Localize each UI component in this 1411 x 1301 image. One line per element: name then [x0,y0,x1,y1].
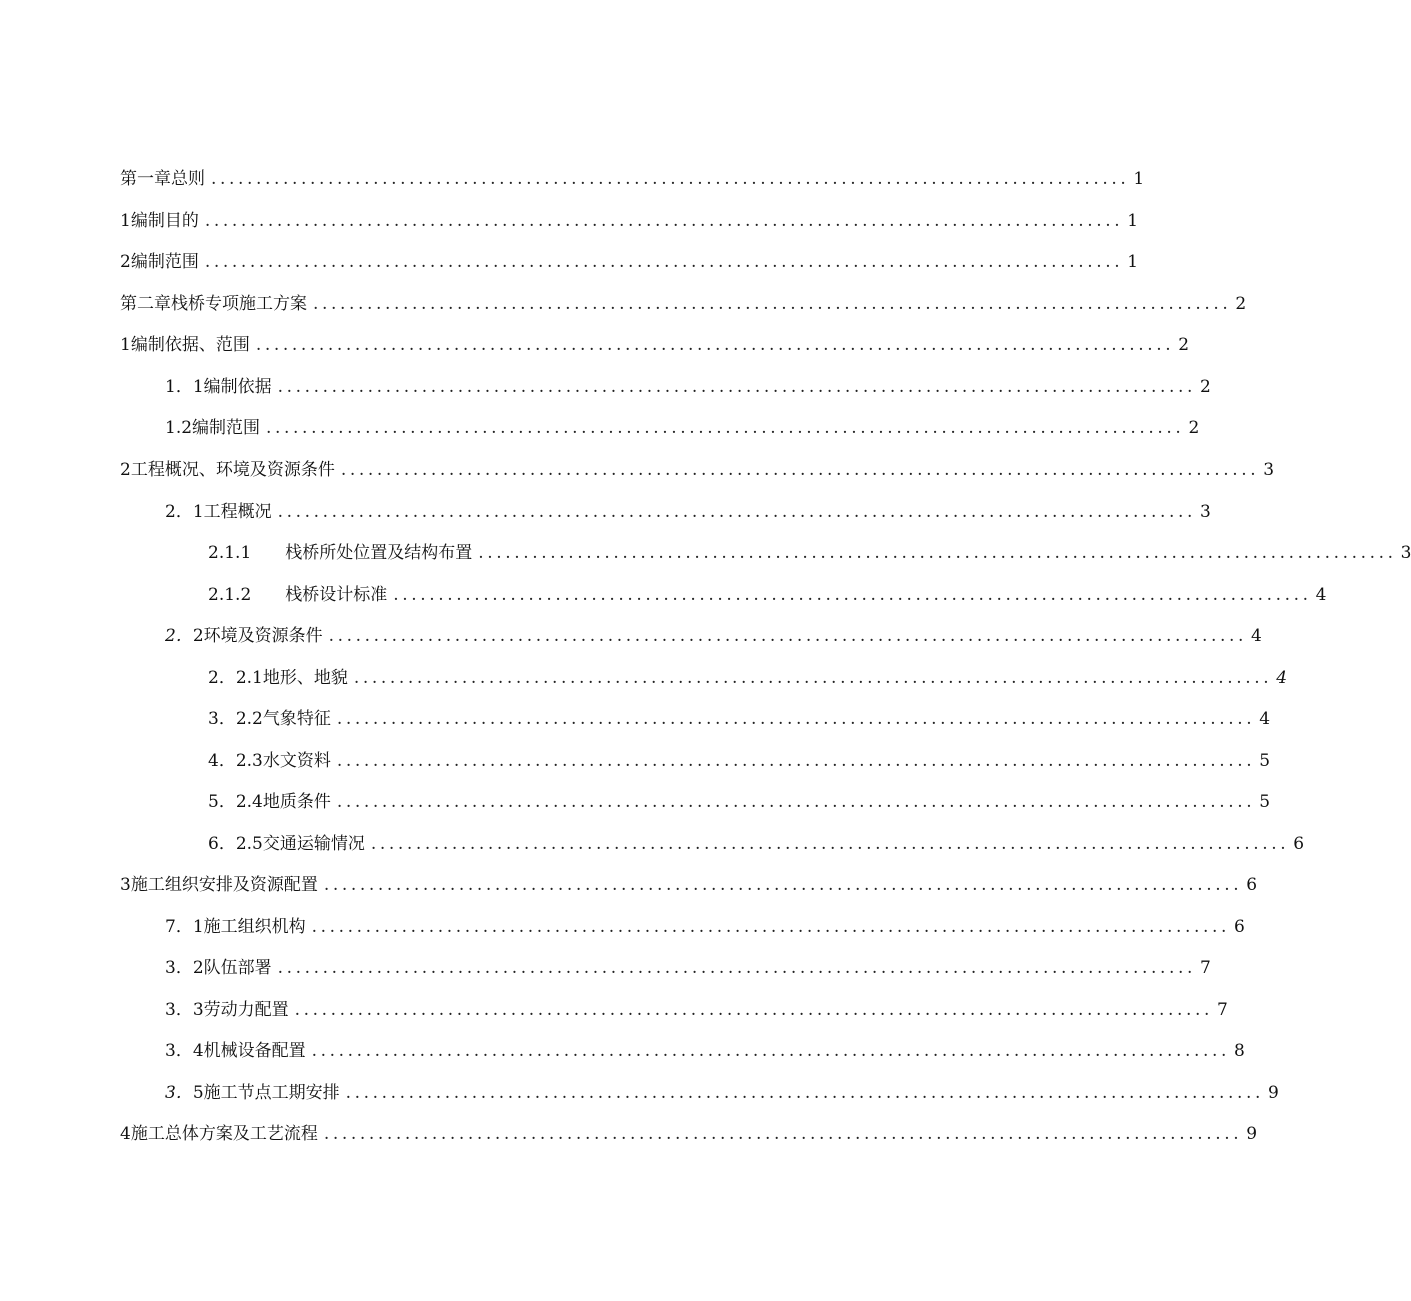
toc-entry-basis[interactable] [165,369,1211,397]
toc-entry-page: 4 [1315,585,1327,605]
toc-entry-title: 4施工总体方案及工艺流程 [120,1124,318,1144]
toc-entry-title: 6．2.5交通运输情况 [208,834,365,854]
toc-entry-environment-resources[interactable] [165,618,1262,646]
toc-entry-title: 7．1施工组织机构 [165,917,306,937]
toc-leader-dots: ...................................................................................................... [393,585,1312,605]
toc-entry-scope[interactable] [165,410,1200,438]
toc-leader-dots: ...................................................................................................... [336,709,1256,729]
toc-entry-machinery-allocation[interactable] [165,1033,1245,1061]
toc-leader-dots: ...................................................................................................... [204,252,1124,272]
toc-entry-page: 1 [1127,252,1139,272]
toc-leader-dots: ...................................................................................................... [323,875,1243,895]
toc-leader-dots: ...................................................................................................... [277,958,1197,978]
toc-entry-title: 2工程概况、环境及资源条件 [120,460,335,480]
toc-entry-title-rest: 5施工节点工期安排 [192,1083,340,1103]
toc-entry-title: 3．2.2气象特征 [208,709,331,729]
toc-entry-labor-allocation[interactable] [165,992,1228,1020]
toc-entry-page: 3 [1400,543,1411,563]
toc-leader-dots: ...................................................................................................... [266,418,1185,438]
toc-leader-dots: ...................................................................................................... [277,377,1197,397]
toc-leader-dots: ...................................................................................................... [311,917,1231,937]
toc-entry-title: 1编制依据、范围 [120,335,250,355]
toc-leader-dots: ...................................................................................................... [328,626,1248,646]
toc-entry-hydrology[interactable] [208,743,1271,771]
toc-entry-page: 8 [1234,1041,1245,1061]
toc-entry-page: 9 [1246,1124,1258,1144]
toc-entry-page: 1 [1127,211,1139,231]
toc-entry-title-rest: 2环境及资源条件 [192,626,323,646]
toc-entry-page: 1 [1133,169,1145,189]
toc-entry-page: 2 [1200,377,1211,397]
toc-entry-construction-organization[interactable] [165,909,1245,937]
toc-entry-page: 3 [1200,502,1211,522]
toc-entry-title: 4．2.3水文资料 [208,751,331,771]
toc-entry-title-prefix: 3． [165,1083,193,1103]
toc-entry-title: 第一章总则 [120,169,205,189]
toc-leader-dots: ...................................................................................................... [204,211,1124,231]
toc-entry-page: 6 [1293,834,1305,854]
toc-entry-title-prefix: 2． [165,626,193,646]
toc-entry-page: 2 [1178,335,1190,355]
toc-entry-chapter-2[interactable] [120,286,1247,314]
toc-leader-dots: ...................................................................................................... [255,335,1175,355]
toc-entry-page: 4 [1276,668,1288,688]
toc-entry-title: 3施工组织安排及资源配置 [120,875,318,895]
toc-leader-dots: ...................................................................................................... [277,502,1197,522]
toc-entry-page: 7 [1200,958,1211,978]
toc-entry-page: 2 [1235,294,1247,314]
toc-entry-page: 2 [1188,418,1200,438]
toc-leader-dots: ...................................................................................................... [323,1124,1243,1144]
toc-entry-2-scope[interactable] [120,244,1139,272]
toc-entry-title: 1．1编制依据 [165,377,272,397]
toc-entry-overall-plan[interactable] [120,1116,1258,1144]
toc-entry-title: 2．2.1地形、地貌 [208,668,348,688]
toc-entry-title [165,1083,346,1103]
toc-leader-dots: ...................................................................................................... [345,1083,1265,1103]
toc-entry-page: 6 [1246,875,1258,895]
toc-entry-title: 3．4机械设备配置 [165,1041,306,1061]
toc-entry-title: 2编制范围 [120,252,199,272]
toc-entry-page: 5 [1259,751,1271,771]
toc-entry-climate[interactable] [208,701,1271,729]
toc-entry-project-overview[interactable] [165,494,1211,522]
toc-leader-dots: ...................................................................................................... [294,1000,1214,1020]
toc-entry-page: 3 [1263,460,1275,480]
toc-entry-title: 2.1.1 栈桥所处位置及结构布置 [208,543,473,563]
toc-leader-dots: ...................................................................................................... [340,460,1260,480]
toc-entry-schedule[interactable] [165,1075,1279,1103]
toc-entry-geology[interactable] [208,784,1271,812]
toc-leader-dots: ...................................................................................................... [311,1041,1231,1061]
toc-entry-title: 第二章栈桥专项施工方案 [120,294,307,314]
toc-entry-overview-conditions[interactable] [120,452,1275,480]
toc-entry-trestle-location[interactable] [208,535,1411,563]
toc-entry-chapter-1[interactable] [120,161,1145,189]
toc-entry-title: 5．2.4地质条件 [208,792,331,812]
toc-entry-transport[interactable] [208,826,1305,854]
toc-entry-title: 1编制目的 [120,211,199,231]
toc-entry-page: 7 [1217,1000,1228,1020]
toc-leader-dots: ...................................................................................................... [336,792,1256,812]
toc-entry-trestle-design-standard[interactable] [208,577,1327,605]
toc-entry-page: 6 [1234,917,1245,937]
toc-leader-dots: ...................................................................................................... [336,751,1256,771]
toc-entry-title: 1.2编制范围 [165,418,261,438]
toc-entry-title: 3．2队伍部署 [165,958,272,978]
toc-entry-title [165,626,329,646]
toc-entry-team-deployment[interactable] [165,950,1211,978]
toc-entry-basis-scope[interactable] [120,327,1190,355]
toc-entry-page: 9 [1268,1083,1279,1103]
toc-entry-page: 4 [1251,626,1262,646]
toc-entry-title: 2.1.2 栈桥设计标准 [208,585,388,605]
toc-leader-dots: ...................................................................................................... [370,834,1290,854]
toc-leader-dots: ...................................................................................................... [478,543,1397,563]
toc-entry-title: 2．1工程概况 [165,502,272,522]
toc-leader-dots: ...................................................................................................... [313,294,1232,314]
toc-leader-dots: ...................................................................................................... [353,668,1273,688]
toc-entry-page: 4 [1259,709,1271,729]
toc-entry-page: 5 [1259,792,1271,812]
toc-entry-1-purpose[interactable] [120,203,1139,231]
toc-entry-title: 3．3劳动力配置 [165,1000,289,1020]
toc-entry-organization-resources[interactable] [120,867,1258,895]
toc-leader-dots: ...................................................................................................... [211,169,1130,189]
toc-entry-terrain[interactable] [208,660,1288,688]
